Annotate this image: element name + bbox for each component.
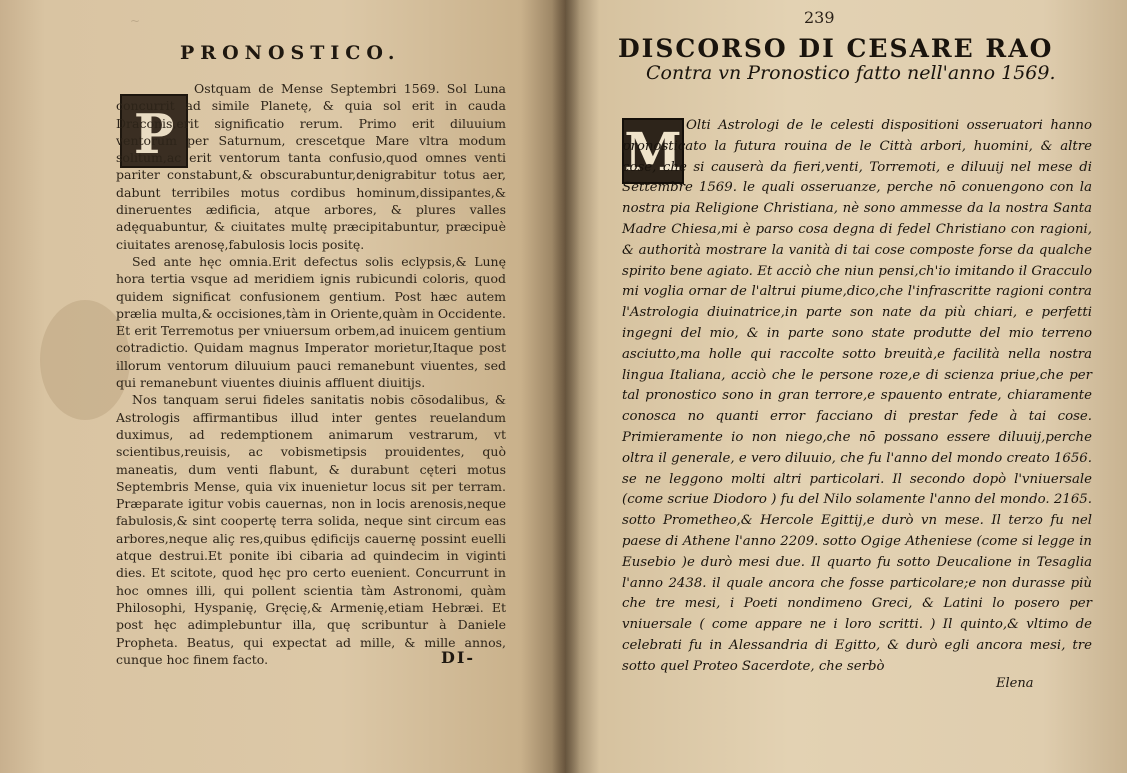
page-title: DISCORSO DI CESARE RAO [618, 34, 1054, 63]
italian-text [622, 116, 1092, 678]
latin-text [116, 80, 506, 668]
show-through-text: ~ [130, 14, 141, 28]
decorated-initial: M [622, 118, 684, 184]
body-paragraph: Olti Astrologi de le celesti dispositioni osseruatori hanno pronosticato la futura rouina de le Città arbori, huomini, & altre cose, che si causerà da fieri,venti, Torremoti, e diluuij nel mese di Settembre 1569. le quali osseruanze, perche nō conuengono con la nostra pia Religione Christiana, nè sono ammesse da la nostra Santa Madre Chiesa,mi è parso cosa degna di fedel Christiano con ragioni, & authorità mostrare la vanità di tai cose composte forse da qualche spirito bene agiato. Et acciò che niun pensi,ch'io imitando il Gracculo mi voglia ornar de l'altrui piume,dico,che l'infrascritte ragioni contra l'Astrologia diuinatrice,in parte son nate da più chiari, e perfetti ingegni del mio, & in parte sono state produtte del mio terreno asciutto,ma holle qui raccolte sotto breuità,e facilità nella nostra lingua Italiana, acciò che le persone roze,e di scienza priue,che per tal pronostico sono in gran terrore,e spauento entrate, chiaramente conosca no quanti error facciano di prestar fede à tai cose. Primieramente io non niego,che nō possano essere diluuij,perche oltra il generale, e vero diluuio, che fu l'anno del mondo creato 1656. se ne leggono molti altri particolari. Il secondo dopò l'vniuersale (come scriue Diodoro ) fu del Nilo solamente l'anno del mondo. 2165. sotto Prometheo,& Hercole Egittij,e durò vn mese. Il terzo fu nel paese di Athene l'anno 2209. sotto Ogige Atheniese (come si legge in Eusebio )e durò mesi due. Il quarto fu sotto Deucalione in Tesaglia l'anno 2438. il quale ancora che fosse particolare;e non durasse più che tre mesi, i Poeti nondimeno Greci, & Latini lo posero per vniuersale ( come appare ne i loro scritti. ) Il quinto,& vltimo de celebrati fu in Alessandria di Egitto, & durò egli ancora mesi, tre sotto quel Proteo Sacerdote, che serbò [622, 118, 1092, 674]
paragraph-3: Nos tanquam serui fideles sanitatis nobis cōsodalibus, & Astrologis affirmantibus illud inter gentes reuelandum duximus, ad redemptionem animarum vestrarum, vt scientibus,reuisis, ac vobismetipsis prouidentes, quò maneatis, dum venti flabunt, & durabunt cęteri motus Septembris Mense, quia vix inuenietur locus sit per terram. Præparate igitur vobis cauernas, non in locis arenosis,neque fabulosis,& sint coopertę terra solida, neque sint circum eas arbores,neque aliç res,quibus ędificijs cauernę possint euelli atque destrui.Et ponite ibi cibaria ad quindecim in viginti dies. Et scitote, quod hęc pro certo euenient. Concurrunt in hoc omnes illi, qui pollent scientia tàm Astronomi, quàm Philosophi, Hyspanię, Gręcię,& Armenię,etiam Hebræi. Et post hęc adimplebuntur illa, quę scribuntur à Daniele Propheta. Beatus, qui expectat ad mille, & mille annos, cunque hoc finem facto. [116, 392, 506, 667]
catchword: DI- [441, 648, 475, 667]
paragraph-2: Sed ante hęc omnia.Erit defectus solis eclypsis,& Lunę hora tertia vsque ad meridiem ignis rubicundi coloris, quod quidem significat confusionem gentium. Post hæc autem prælia multa,& occisiones,tàm in Oriente,quàm in Occidente. Et erit Terremotus per vniuersum orbem,ad inuicem gentium cotradictio. Quidam magnus Imperator morietur,Itaque post illorum ventorum diluuium pauci remanebunt viuentes, sed qui remanebunt viuentes diuinis affluent diuitijs. [116, 253, 506, 391]
book-gutter [552, 0, 580, 773]
page-subtitle: Contra vn Pronostico fatto nell'anno 1569. [646, 62, 1056, 84]
decorated-initial: P [120, 94, 188, 168]
right-page [566, 0, 1127, 773]
running-head: PRONOSTICO. [180, 42, 401, 64]
page-number: 239 [804, 8, 835, 27]
paragraph-1: Ostquam de Mense Septembri 1569. Sol Luna concurrit ad simile Planetę, & quia sol erit in cauda Draconis,erit significatio rerum. Primo erit diluuium ventorum per Saturnum, crescetque Mare vltra modum solitum,ac erit ventorum tanta confusio,quod omnes venti pariter constabunt,& obscurabuntur,denigrabitur totus aer, dabunt terribiles motus cordibus hominum,dissipantes,& dineruentes ædificia, atque arbores, & plures valles adęquabuntur, & ciuitates multę præcipitabuntur, præcipuè ciuitates arenosę,fabulosis locis positę. [116, 81, 506, 252]
catchword: Elena [996, 676, 1034, 691]
